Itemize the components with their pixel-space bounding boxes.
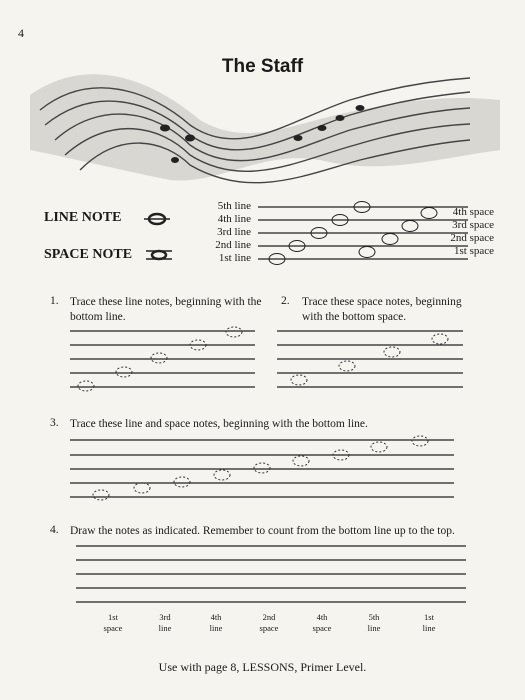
note-target-label: 3rd line: [158, 612, 172, 633]
exercise-1-staff[interactable]: [70, 327, 255, 391]
line-note-label: LINE NOTE: [44, 210, 122, 225]
exercise-number: 2.: [281, 295, 290, 307]
page-number: 4: [18, 26, 24, 40]
exercise-4-staff[interactable]: [76, 546, 466, 602]
note-target-label: 4th line: [209, 612, 223, 633]
staff-line-label: 1st line: [218, 252, 251, 264]
staff-space-label: 3rd space: [452, 219, 494, 231]
staff-line-label: 4th line: [217, 213, 251, 225]
exercise-instruction: Trace these line notes, beginning with the bottom line.: [70, 296, 262, 323]
note-target-label: 1st line: [422, 612, 436, 633]
exercise-3-staff[interactable]: [70, 436, 454, 500]
space-note-label: SPACE NOTE: [44, 247, 133, 262]
staff-space-label: 4th space: [452, 206, 494, 218]
staff-space-label: 2nd space: [450, 232, 494, 244]
line-note-icon: [144, 214, 170, 224]
exercise-number: 1.: [50, 295, 59, 307]
note-target-label: 5th line: [367, 612, 381, 633]
staff-illustration: [30, 74, 500, 182]
staff-line-label: 2nd line: [215, 239, 251, 251]
note-target-label: 4th space: [312, 612, 332, 633]
staff-line-label: 5th line: [217, 200, 251, 212]
exercise-number: 3.: [50, 417, 59, 429]
exercise-instruction: Trace these line and space notes, beginning with the bottom line.: [70, 418, 368, 430]
staff-space-label: 1st space: [453, 245, 494, 257]
page-title: The Staff: [221, 56, 304, 77]
exercise-2-staff[interactable]: [277, 331, 463, 387]
page-footer: Use with page 8, LESSONS, Primer Level.: [158, 660, 367, 674]
note-target-label: 2nd space: [259, 612, 279, 633]
note-target-label: 1st space: [103, 612, 123, 633]
exercise-number: 4.: [50, 524, 59, 536]
exercise-instruction: Trace these space notes, beginning with the bottom space.: [302, 296, 462, 323]
staff-line-label: 3rd line: [217, 226, 251, 238]
space-note-icon: [146, 251, 172, 259]
exercise-instruction: Draw the notes as indicated. Remember to count from the bottom line up to the top.: [70, 525, 455, 537]
